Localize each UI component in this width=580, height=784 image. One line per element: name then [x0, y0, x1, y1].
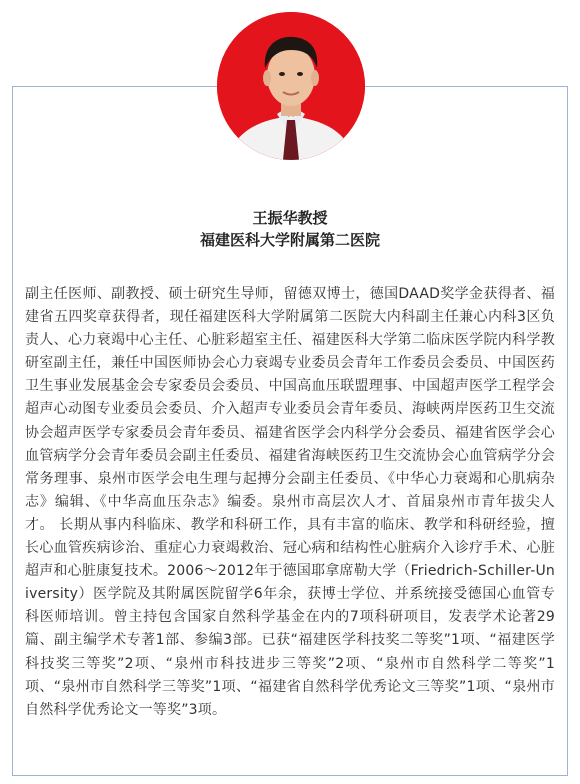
- doctor-name: 王振华教授: [252, 209, 328, 227]
- hospital-name: 福建医科大学附属第二医院: [199, 231, 380, 249]
- doctor-portrait: [217, 12, 365, 160]
- doctor-biography: 副主任医师、副教授、硕士研究生导师，留德双博士，德国DAAD奖学金获得者、福建省五四奖章获得者，现任福建医科大学附属第二医院大内科副主任兼心内科3区负责人、心力衰竭中心主任、心脏彩超室主任、福建医科大学第二临床医学院内科学教研室副主任，兼任中国医师协会心力衰竭专业委员会青年工作委员会委员、中国医药卫生事业发展基金会专家委员会委员、中国高血压联盟理事、中国超声医学工程学会超声心动图专业委员会委员、介入超声专业委员会青年委员、海峡两岸医药卫生交流协会超声医学专家委员会青年委员、福建省医学会内科学分会委员、福建省医学会心血管病学分会青年委员会副主任委员、福建省海峡医药卫生交流协会心血管病学分会常务理事、泉州市医学会电生理与起搏分会副主任委员、《中华心力衰竭和心肌病杂志》编辑、《中华高血压杂志》编委。泉州市高层次人才、首届泉州市青年拔尖人才。 长期从事内科临床、教学和科研工作，具有丰富的临床、教学和科研经验，擅长心血管疾病诊治、重症心力衰竭救治、冠心病和结构性心脏病介入诊疗手术、心脏超声和心脏康复技术。2006～2012年于德国耶拿席勒大学（Friedrich-Schiller-University）医学院及其附属医院留学6年余，获博士学位、并系统接受德国心血管专科医师培训。曾主持包含国家自然科学基金在内的7项科研项目，发表学术论著29篇、副主编学术专著1部、参编3部。已获“福建医学科技奖二等奖”1项、“福建医学科技奖三等奖”2项、“泉州市科技进步三等奖”2项、“泉州市自然科学二等奖”1项、“泉州市自然科学三等奖”1项、“福建省自然科学优秀论文三等奖”1项、“泉州市自然科学优秀论文一等奖”3项。: [25, 286, 555, 718]
- portrait-photo: [217, 12, 365, 160]
